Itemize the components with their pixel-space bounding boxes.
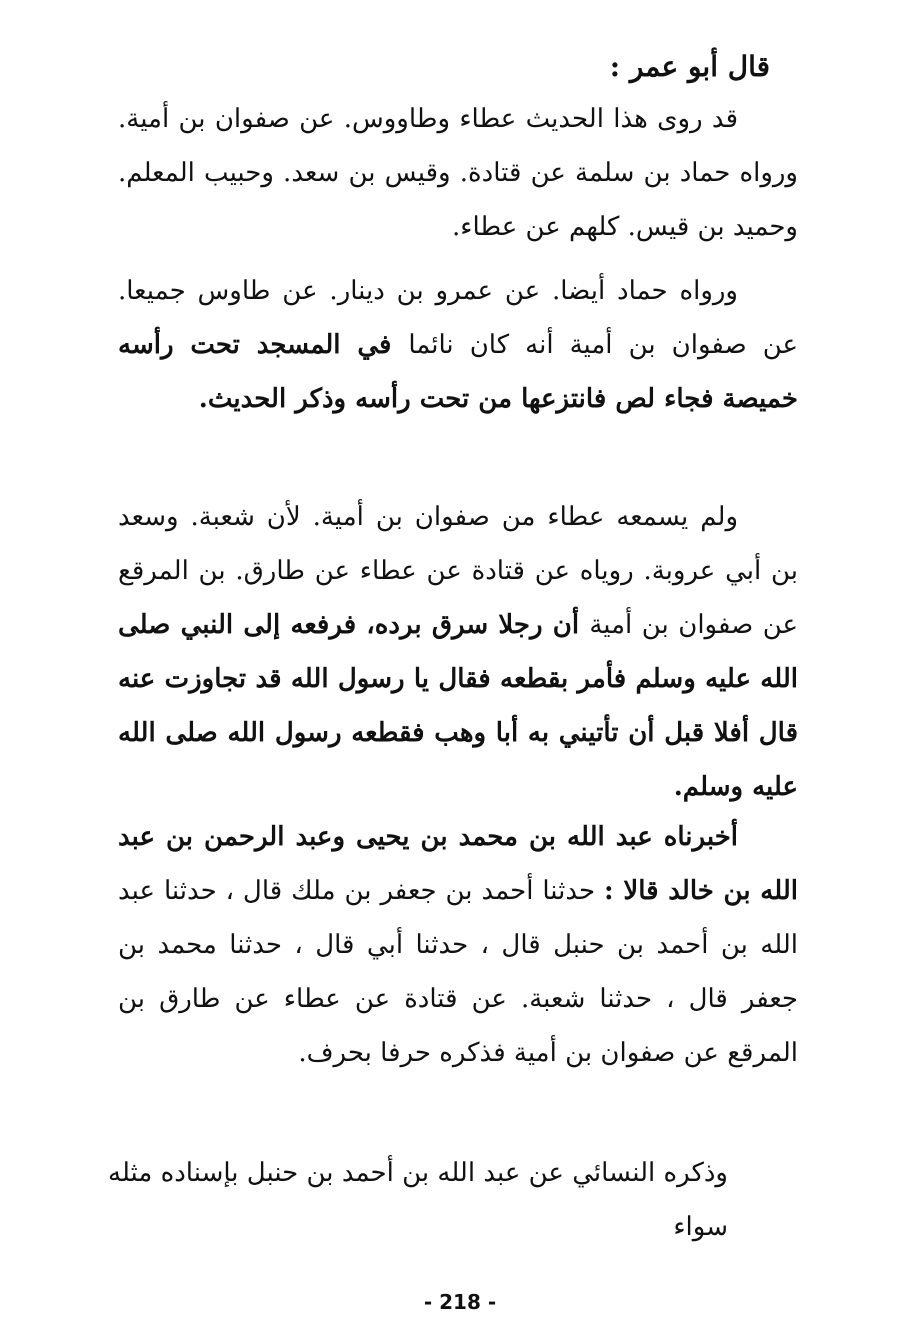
page-number: - 218 - — [423, 1290, 497, 1314]
paragraph-3-text: ولم يسمعه عطاء من صفوان بن أمية. لأن شعبة. وسعد بن أبي عروبة. روياه عن قتادة عن عطاء عن طارق. بن المرقع عن صفوان بن أمية — [118, 502, 798, 640]
paragraph-4 — [118, 810, 798, 1080]
paragraph-2-bold-text: في المسجد تحت رأسه خميصة فجاء لص فانتزعها من تحت رأسه وذكر الحديث. — [118, 330, 798, 414]
paragraph-5-text: وذكره النسائي عن عبد الله بن أحمد بن حنبل بإسناده مثله سواء — [108, 1158, 728, 1242]
paragraph-5 — [108, 1146, 728, 1254]
paragraph-4-bold-text: أخبرناه عبد الله بن محمد بن يحيى وعبد الرحمن بن عبد الله بن خالد قالا : — [118, 822, 798, 906]
paragraph-2 — [118, 264, 798, 426]
section-heading: قال أبو عمر : — [609, 50, 770, 83]
paragraph-2-text: ورواه حماد أيضا. عن عمرو بن دينار. عن طاوس جميعا. عن صفوان بن أمية أنه كان نائما — [118, 276, 798, 360]
paragraph-1 — [118, 92, 798, 254]
paragraph-1-text: قد روى هذا الحديث عطاء وطاووس. عن صفوان بن أمية. ورواه حماد بن سلمة عن قتادة. وقيس بن سعد. وحبيب المعلم. وحميد بن قيس. كلهم عن عطاء. — [118, 104, 798, 242]
paragraph-3 — [118, 490, 798, 814]
paragraph-3-bold-text: أن رجلا سرق برده، فرفعه إلى النبي صلى الله عليه وسلم فأمر بقطعه فقال يا رسول الله قد تجاوزت عنه قال أفلا قبل أن تأتيني به أبا وهب فقطعه رسول الله صلى الله عليه وسلم. — [118, 610, 798, 802]
paragraph-4-text: حدثنا أحمد بن جعفر بن ملك قال ، حدثنا عبد الله بن أحمد بن حنبل قال ، حدثنا أبي قال ، حدثنا محمد بن جعفر قال ، حدثنا شعبة. عن قتادة عن عطاء عن طارق بن المرقع عن صفوان بن أمية فذكره حرفا بحرف. — [118, 876, 798, 1068]
